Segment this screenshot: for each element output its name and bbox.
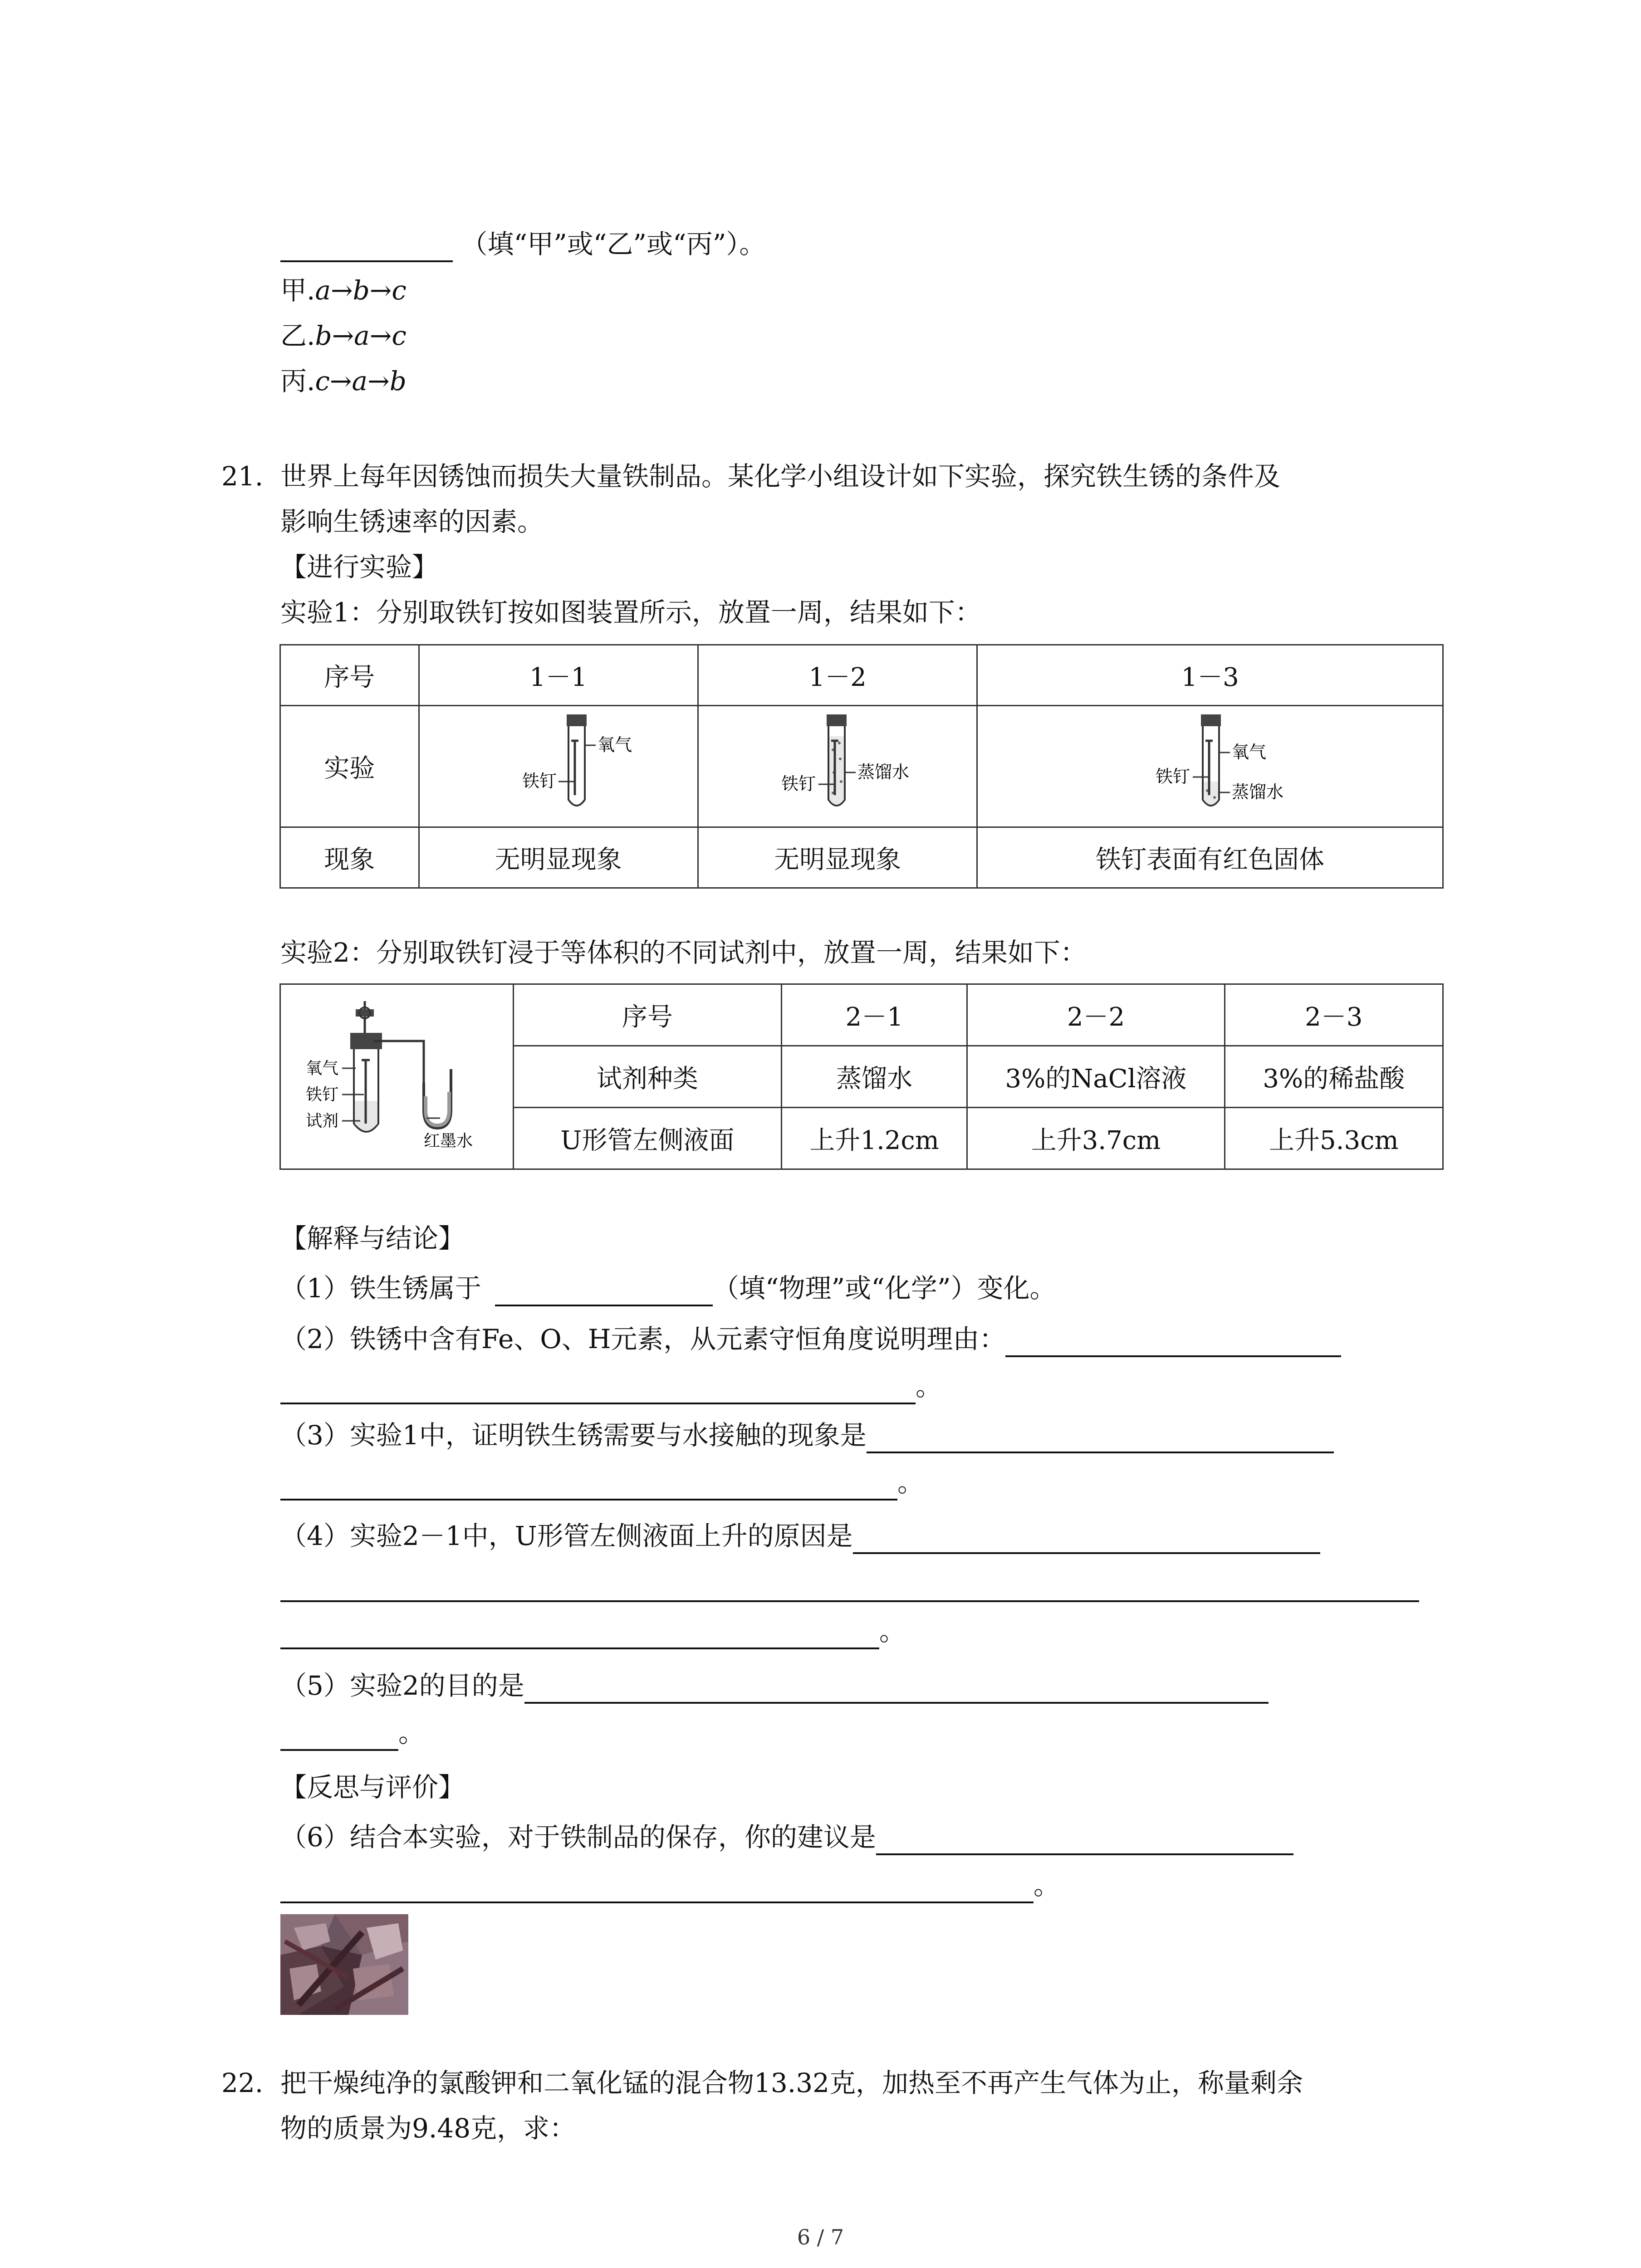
table-row: [280, 984, 1443, 1046]
subquestion-1: （1）铁生锈属于 （填“物理”或“化学”）变化。: [280, 1270, 1056, 1306]
section-heading: 【解释与结论】: [280, 1223, 465, 1254]
diagram-label: 铁钉: [781, 773, 816, 794]
answer-blank[interactable]: [280, 1572, 1419, 1602]
diagram-label: 铁钉: [522, 771, 557, 791]
answer-blank[interactable]: [280, 1374, 916, 1404]
diagram-label: 铁钉: [1156, 766, 1190, 787]
subquestion-5-cont: 。: [280, 1715, 425, 1751]
q20-fill-hint: （填“甲”或“乙”或“丙”）。: [461, 229, 766, 259]
question-number: 21.: [221, 461, 264, 492]
diagram-label: 氧气: [1232, 742, 1267, 762]
diagram-label: 蒸馏水: [1232, 782, 1284, 802]
subquestion-4-cont: [280, 1566, 1419, 1602]
table-cell: U形管左侧液面: [513, 1108, 781, 1169]
table-cell: 试剂种类: [513, 1046, 781, 1108]
answer-blank[interactable]: [524, 1674, 1269, 1704]
q20-fill-line: [280, 226, 765, 262]
table-cell: 蒸馏水: [781, 1046, 967, 1108]
q21-intro-2: 影响生锈速率的因素。: [280, 506, 544, 537]
question-number: 22.: [221, 2068, 264, 2098]
q21-intro-1: 世界上每年因锈蚀而损失大量铁制品。某化学小组设计如下实验，探究铁生锈的条件及: [280, 461, 1281, 492]
answer-blank[interactable]: [1005, 1327, 1341, 1357]
q20-option-b: 乙.b→a→c: [280, 320, 407, 351]
subquestion-4-cont2: 。: [280, 1613, 906, 1649]
table-cell: 2－1: [781, 984, 967, 1046]
test-tube-oxygen-water-diagram: [1128, 709, 1292, 818]
answer-blank[interactable]: [280, 1873, 1034, 1903]
q22-line-2: 物的质景为9.48克，求：: [280, 2113, 576, 2144]
subquestion-2: （2）铁锈中含有Fe、O、H元素，从元素守恒角度说明理由：: [280, 1321, 1341, 1357]
answer-blank[interactable]: [280, 1471, 897, 1501]
answer-blank[interactable]: [495, 1276, 713, 1306]
q22-line-1: 把干燥纯净的氯酸钾和二氧化锰的混合物13.32克，加热至不再产生气体为止，称量剩余: [280, 2068, 1303, 2098]
table-row: [280, 827, 1443, 888]
table-cell: 无明显现象: [419, 827, 698, 888]
diagram-label: 试剂: [306, 1111, 339, 1130]
table-row: [280, 706, 1443, 827]
diagram-label: 红墨水: [424, 1131, 473, 1150]
table-cell: [280, 984, 514, 1169]
table-cell: 现象: [280, 827, 419, 888]
subquestion-3: （3）实验1中，证明铁生锈需要与水接触的现象是: [280, 1417, 1334, 1453]
q20-option-c: 丙.c→a→b: [280, 366, 407, 396]
diagram-label: 蒸馏水: [857, 762, 910, 782]
test-tube-water-diagram: [760, 709, 915, 818]
table-cell: 1－3: [977, 645, 1443, 706]
table-cell: [977, 706, 1443, 827]
section-heading: 【进行实验】: [280, 552, 439, 582]
experiment2-table: [279, 983, 1444, 1170]
subquestion-5: （5）实验2的目的是: [280, 1667, 1269, 1704]
answer-blank[interactable]: [876, 1825, 1293, 1855]
subquestion-3-cont: 。: [280, 1464, 924, 1501]
subquestion-2-cont: 。: [280, 1368, 942, 1404]
table-cell: 3%的稀盐酸: [1225, 1046, 1443, 1108]
table-cell: 1－2: [698, 645, 977, 706]
table-cell: 3%的NaCl溶液: [967, 1046, 1225, 1108]
subquestion-6-cont: 。: [280, 1867, 1060, 1903]
experiment1-table: [279, 644, 1444, 889]
section-heading: 【反思与评价】: [280, 1772, 465, 1803]
table-cell: 铁钉表面有红色固体: [977, 827, 1443, 888]
page-number: 6 / 7: [797, 2225, 844, 2249]
table-cell: 实验: [280, 706, 419, 827]
q20-option-a: 甲.a→b→c: [280, 275, 407, 306]
test-tube-oxygen-diagram: [490, 709, 632, 818]
table-cell: [419, 706, 698, 827]
table-row: [280, 645, 1443, 706]
table-cell: 序号: [513, 984, 781, 1046]
table-cell: 2－3: [1225, 984, 1443, 1046]
diagram-label: 铁钉: [306, 1085, 339, 1104]
diagram-label: 氧气: [597, 734, 632, 755]
diagram-label: 氧气: [306, 1059, 339, 1078]
answer-blank[interactable]: [853, 1524, 1320, 1554]
answer-blank[interactable]: [280, 1721, 398, 1751]
table-cell: [698, 706, 977, 827]
table-cell: 1－1: [419, 645, 698, 706]
table-cell: 无明显现象: [698, 827, 977, 888]
table-cell: 上升5.3cm: [1225, 1108, 1443, 1169]
answer-blank[interactable]: [867, 1423, 1334, 1453]
table-cell: 上升3.7cm: [967, 1108, 1225, 1169]
subquestion-6: （6）结合本实验，对于铁制品的保存，你的建议是: [280, 1819, 1293, 1855]
answer-blank[interactable]: [280, 232, 453, 262]
answer-blank[interactable]: [280, 1619, 879, 1649]
u-tube-apparatus-diagram: [288, 987, 505, 1160]
table-cell: 2－2: [967, 984, 1225, 1046]
rusty-iron-photo: [280, 1914, 408, 2015]
exp1-description: 实验1：分别取铁钉按如图装置所示，放置一周，结果如下：: [280, 597, 981, 628]
table-cell: 上升1.2cm: [781, 1108, 967, 1169]
subquestion-4: （4）实验2－1中，U形管左侧液面上升的原因是: [280, 1518, 1320, 1554]
table-cell: 序号: [280, 645, 419, 706]
exp2-description: 实验2：分别取铁钉浸于等体积的不同试剂中，放置一周，结果如下：: [280, 937, 1087, 968]
